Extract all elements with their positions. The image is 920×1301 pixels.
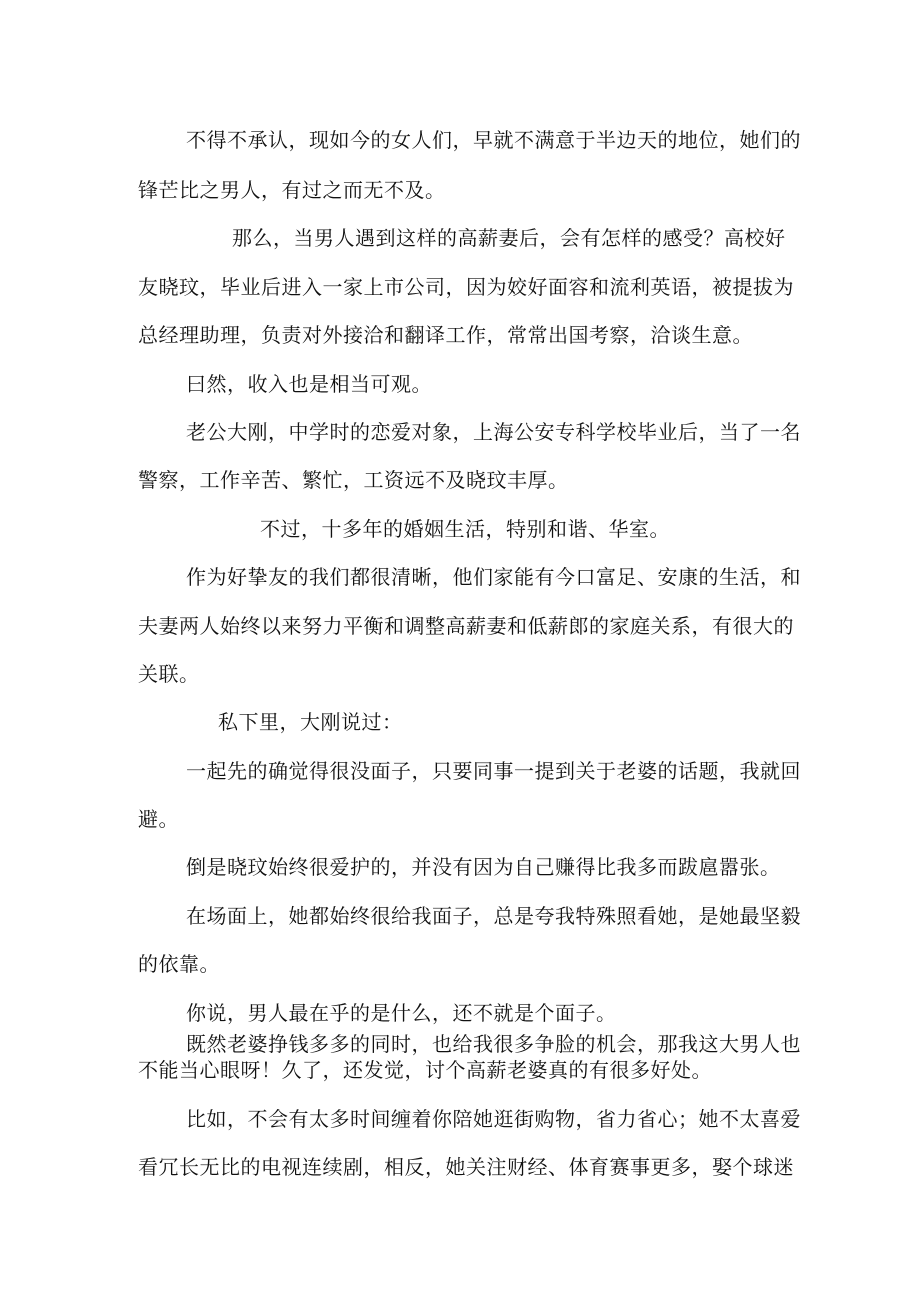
text-line: 不能当心眼呀！久了，还发觉，讨个高薪老婆真的有很多好处。 [138,1058,712,1082]
text-line: 作为好挚友的我们都很清晰，他们家能有今口富足、安康的生活，和 [186,565,801,589]
text-line: 锋芒比之男人，有过之而无不及。 [138,178,446,202]
text-line: 一起先的确觉得很没面子，只要同事一提到关于老婆的话题，我就回 [186,759,801,783]
text-line: 你说，男人最在乎的是什么，还不就是个面子。 [186,1001,617,1025]
text-line: 老公大刚，中学时的恋爱对象，上海公安专科学校毕业后，当了一名 [186,420,801,444]
text-line: 那么，当男人遇到这样的高薪妻后，会有怎样的感受？高校好 [232,226,786,250]
text-line: 在场面上，她都始终很给我面子，总是夸我特殊照看她，是她最坚毅 [186,904,801,928]
text-line: 比如，不会有太多时间缠着你陪她逛街购物，省力省心；她不太喜爱 [186,1107,801,1131]
text-line: 不得不承认，现如今的女人们，早就不满意于半边天的地位，她们的 [186,128,801,152]
text-line: 总经理助理，负责对外接洽和翻译工作，常常出国考察，洽谈生意。 [138,323,753,347]
text-line: 曰然，收入也是相当可观。 [186,372,432,396]
text-line: 不过，十多年的婚姻生活，特别和谐、华室。 [260,517,670,541]
text-line: 看冗长无比的电视连续剧，相反，她关注财经、体育赛事更多，娶个球迷 [138,1155,794,1179]
text-line: 夫妻两人始终以来努力平衡和调整高薪妻和低薪郎的家庭关系，有很大的 [138,614,794,638]
text-line: 警察，工作辛苦、繁忙，工资远不及晓玟丰厚。 [138,468,569,492]
text-line: 的依靠。 [138,952,220,976]
text-line: 友晓玟，毕业后进入一家上市公司，因为姣好面容和流利英语，被提拔为 [138,275,794,299]
text-line: 关联。 [138,662,200,686]
text-line: 避。 [138,807,179,831]
text-line: 倒是晓玟始终很爱护的，并没有因为自己赚得比我多而跋扈嚣张。 [186,855,781,879]
text-line: 既然老婆挣钱多多的同时，也给我很多争脸的机会，那我这大男人也 [186,1032,801,1056]
text-line: 私下里，大刚说过： [218,710,403,734]
